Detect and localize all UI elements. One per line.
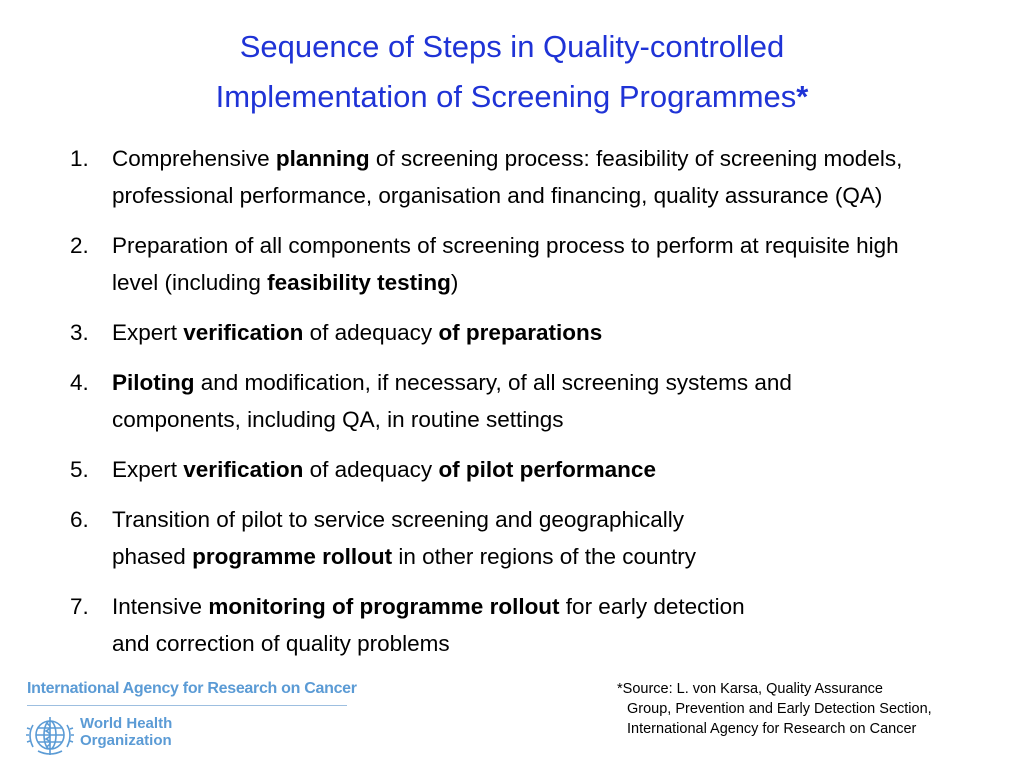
- step-text: Preparation of all components of screening process to perform at requisite high: [112, 233, 899, 258]
- who-emblem-icon: [24, 711, 76, 759]
- step-bold-text: of pilot performance: [438, 457, 656, 482]
- step-line: [112, 177, 1015, 214]
- step-text: and modification, if necessary, of all screening systems and: [194, 370, 792, 395]
- step-line: [112, 538, 1015, 575]
- who-line-1: World Health: [80, 715, 173, 732]
- step-line: [112, 451, 1015, 488]
- step-line: [112, 314, 1015, 351]
- slide-title: [0, 22, 1024, 122]
- step-item: [70, 140, 1015, 214]
- step-text: Transition of pilot to service screening and geographically: [112, 507, 684, 532]
- step-text: and correction of quality problems: [112, 631, 450, 656]
- iarc-logo-text: International Agency for Research on Cancer: [27, 680, 357, 697]
- steps-list: [70, 140, 1015, 675]
- title-line-2: [0, 72, 1024, 122]
- source-line-2: Group, Prevention and Early Detection Section,: [627, 701, 932, 717]
- step-bold-text: of preparations: [438, 320, 603, 345]
- step-text: level (including: [112, 270, 268, 295]
- step-item: [70, 451, 1015, 488]
- step-text: ): [450, 270, 459, 295]
- step-text: Intensive: [112, 594, 209, 619]
- step-bold-text: programme rollout: [192, 544, 393, 569]
- source-note: [617, 679, 932, 739]
- step-line: [112, 588, 1015, 625]
- title-asterisk: *: [796, 79, 809, 114]
- step-item: [70, 364, 1015, 438]
- step-text: of adequacy: [303, 320, 439, 345]
- step-line: [112, 401, 1015, 438]
- step-line: [112, 140, 1015, 177]
- step-number: 1.: [70, 146, 89, 171]
- title-line-1: Sequence of Steps in Quality-controlled: [239, 29, 785, 64]
- step-bold-text: feasibility testing: [267, 270, 451, 295]
- step-number: 2.: [70, 233, 89, 258]
- who-logo-text: [80, 715, 172, 749]
- step-bold-text: verification: [183, 320, 304, 345]
- step-text: Comprehensive: [112, 146, 276, 171]
- step-text: Expert: [112, 320, 184, 345]
- step-line: [112, 501, 1015, 538]
- step-text: Expert: [112, 457, 184, 482]
- footer-divider: [27, 705, 347, 706]
- source-line-1: *Source: L. von Karsa, Quality Assurance: [617, 681, 883, 697]
- step-line: [112, 227, 1015, 264]
- step-number: 6.: [70, 507, 89, 532]
- step-line: [112, 364, 1015, 401]
- step-text: of adequacy: [303, 457, 439, 482]
- step-line: [112, 264, 1015, 301]
- who-line-2: Organization: [80, 732, 172, 749]
- step-text: professional performance, organisation and financing, quality assurance (QA): [112, 183, 883, 208]
- step-line: [112, 625, 1015, 662]
- step-bold-text: monitoring of programme rollout: [208, 594, 560, 619]
- step-text: in other regions of the country: [392, 544, 697, 569]
- step-item: [70, 314, 1015, 351]
- step-text: of screening process: feasibility of screening models,: [369, 146, 903, 171]
- step-bold-text: Piloting: [112, 370, 195, 395]
- step-item: [70, 588, 1015, 662]
- source-line-3: International Agency for Research on Cancer: [627, 721, 917, 737]
- step-text: components, including QA, in routine settings: [112, 407, 564, 432]
- step-number: 7.: [70, 594, 89, 619]
- step-number: 3.: [70, 320, 89, 345]
- step-bold-text: planning: [275, 146, 370, 171]
- step-text: for early detection: [559, 594, 745, 619]
- title-line-2-text: Implementation of Screening Programmes: [215, 79, 797, 114]
- step-item: [70, 501, 1015, 575]
- step-number: 5.: [70, 457, 89, 482]
- step-text: phased: [112, 544, 193, 569]
- step-number: 4.: [70, 370, 89, 395]
- step-bold-text: verification: [183, 457, 304, 482]
- step-item: [70, 227, 1015, 301]
